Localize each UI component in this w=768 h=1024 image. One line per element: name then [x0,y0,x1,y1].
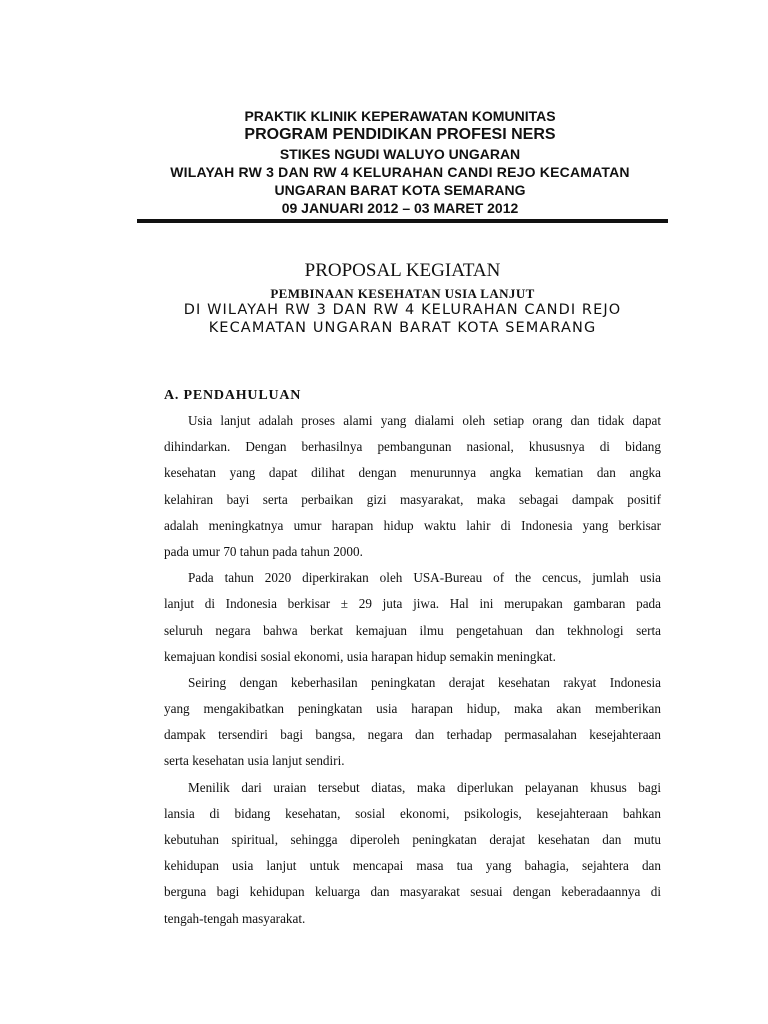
document-location-line-1: DI WILAYAH RW 3 DAN RW 4 KELURAHAN CANDI REJO [183,302,622,318]
paragraph-line: pada umur 70 tahun pada tahun 2000. [164,543,363,559]
paragraph-line: kehidupan usia lanjut untuk mencapai masa tua yang bahagia, sejahtera dan [164,858,661,874]
title-block [140,259,665,337]
paragraph-line: Seiring dengan keberhasilan peningkatan derajat kesehatan rakyat Indonesia [188,674,661,690]
letterhead [140,107,660,217]
header-line-dates: 09 JANUARI 2012 – 03 MARET 2012 [281,200,519,216]
paragraph [164,670,661,775]
paragraph-line: lansia di bidang kesehatan, sosial ekonomi, psikologis, kesejahteraan bahkan [164,805,661,821]
paragraph-line: lanjut di Indonesia berkisar ± 29 juta jiwa. Hal ini merupakan gambaran pada [164,596,661,612]
document-location-line-2: KECAMATAN UNGARAN BARAT KOTA SEMARANG [208,320,597,336]
paragraph-line: kebutuhan spiritual, sehingga diperoleh peningkatan derajat kesehatan dan mutu [164,832,661,847]
paragraph-line: kemajuan kondisi sosial ekonomi, usia harapan hidup semakin meningkat. [164,648,556,664]
paragraph [164,565,661,670]
document-title: PROPOSAL KEGIATAN [304,260,501,281]
paragraph-line: berguna bagi kehidupan keluarga dan masyarakat sesuai dengan keberadaannya di [164,884,661,900]
header-line-city: UNGARAN BARAT KOTA SEMARANG [274,182,526,198]
paragraph-line: serta kesehatan usia lanjut sendiri. [164,753,345,769]
paragraph-line: Usia lanjut adalah proses alami yang dialami oleh setiap orang dan tidak dapat [188,413,661,428]
paragraph-line: Pada tahun 2020 diperkirakan oleh USA-Bureau of the cencus, jumlah usia [188,570,661,586]
header-divider [137,219,668,223]
paragraph [164,408,661,565]
paragraph-line: tengah-tengah masyarakat. [164,910,306,926]
paragraph-line: yang mengakibatkan peningkatan usia harapan hidup, maka akan memberikan [164,701,661,717]
paragraph-line: Menilik dari uraian tersebut diatas, maka diperlukan pelayanan khusus bagi [188,779,661,795]
section-heading: A. PENDAHULUAN [164,388,302,403]
header-line-institution: STIKES NGUDI WALUYO UNGARAN [279,146,521,162]
header-line-area: WILAYAH RW 3 DAN RW 4 KELURAHAN CANDI REJO KECAMATAN [170,164,630,180]
paragraph [164,775,661,932]
paragraph-line: dihindarkan. Dengan berhasilnya pembangunan nasional, khususnya di bidang [164,439,661,455]
paragraph-line: kesehatan yang dapat dilihat dengan menurunnya angka kematian dan angka [164,465,661,481]
header-line-practicum: PRAKTIK KLINIK KEPERAWATAN KOMUNITAS [244,108,556,124]
section-body [164,408,661,932]
paragraph-line: adalah meningkatnya umur harapan hidup waktu lahir di Indonesia yang berkisar [164,517,661,533]
header-line-program: PROGRAM PENDIDIKAN PROFESI NERS [244,126,556,143]
paragraph-line: dampak tersendiri bagi bangsa, negara dan terhadap permasalahan kesejahteraan [164,727,661,743]
document-subtitle: PEMBINAAN KESEHATAN USIA LANJUT [270,286,535,301]
paragraph-line: kelahiran bayi serta perbaikan gizi masyarakat, maka sebagai dampak positif [164,491,661,507]
paragraph-line: seluruh negara bahwa berkat kemajuan ilmu pengetahuan dan tekhnologi serta [164,622,661,638]
